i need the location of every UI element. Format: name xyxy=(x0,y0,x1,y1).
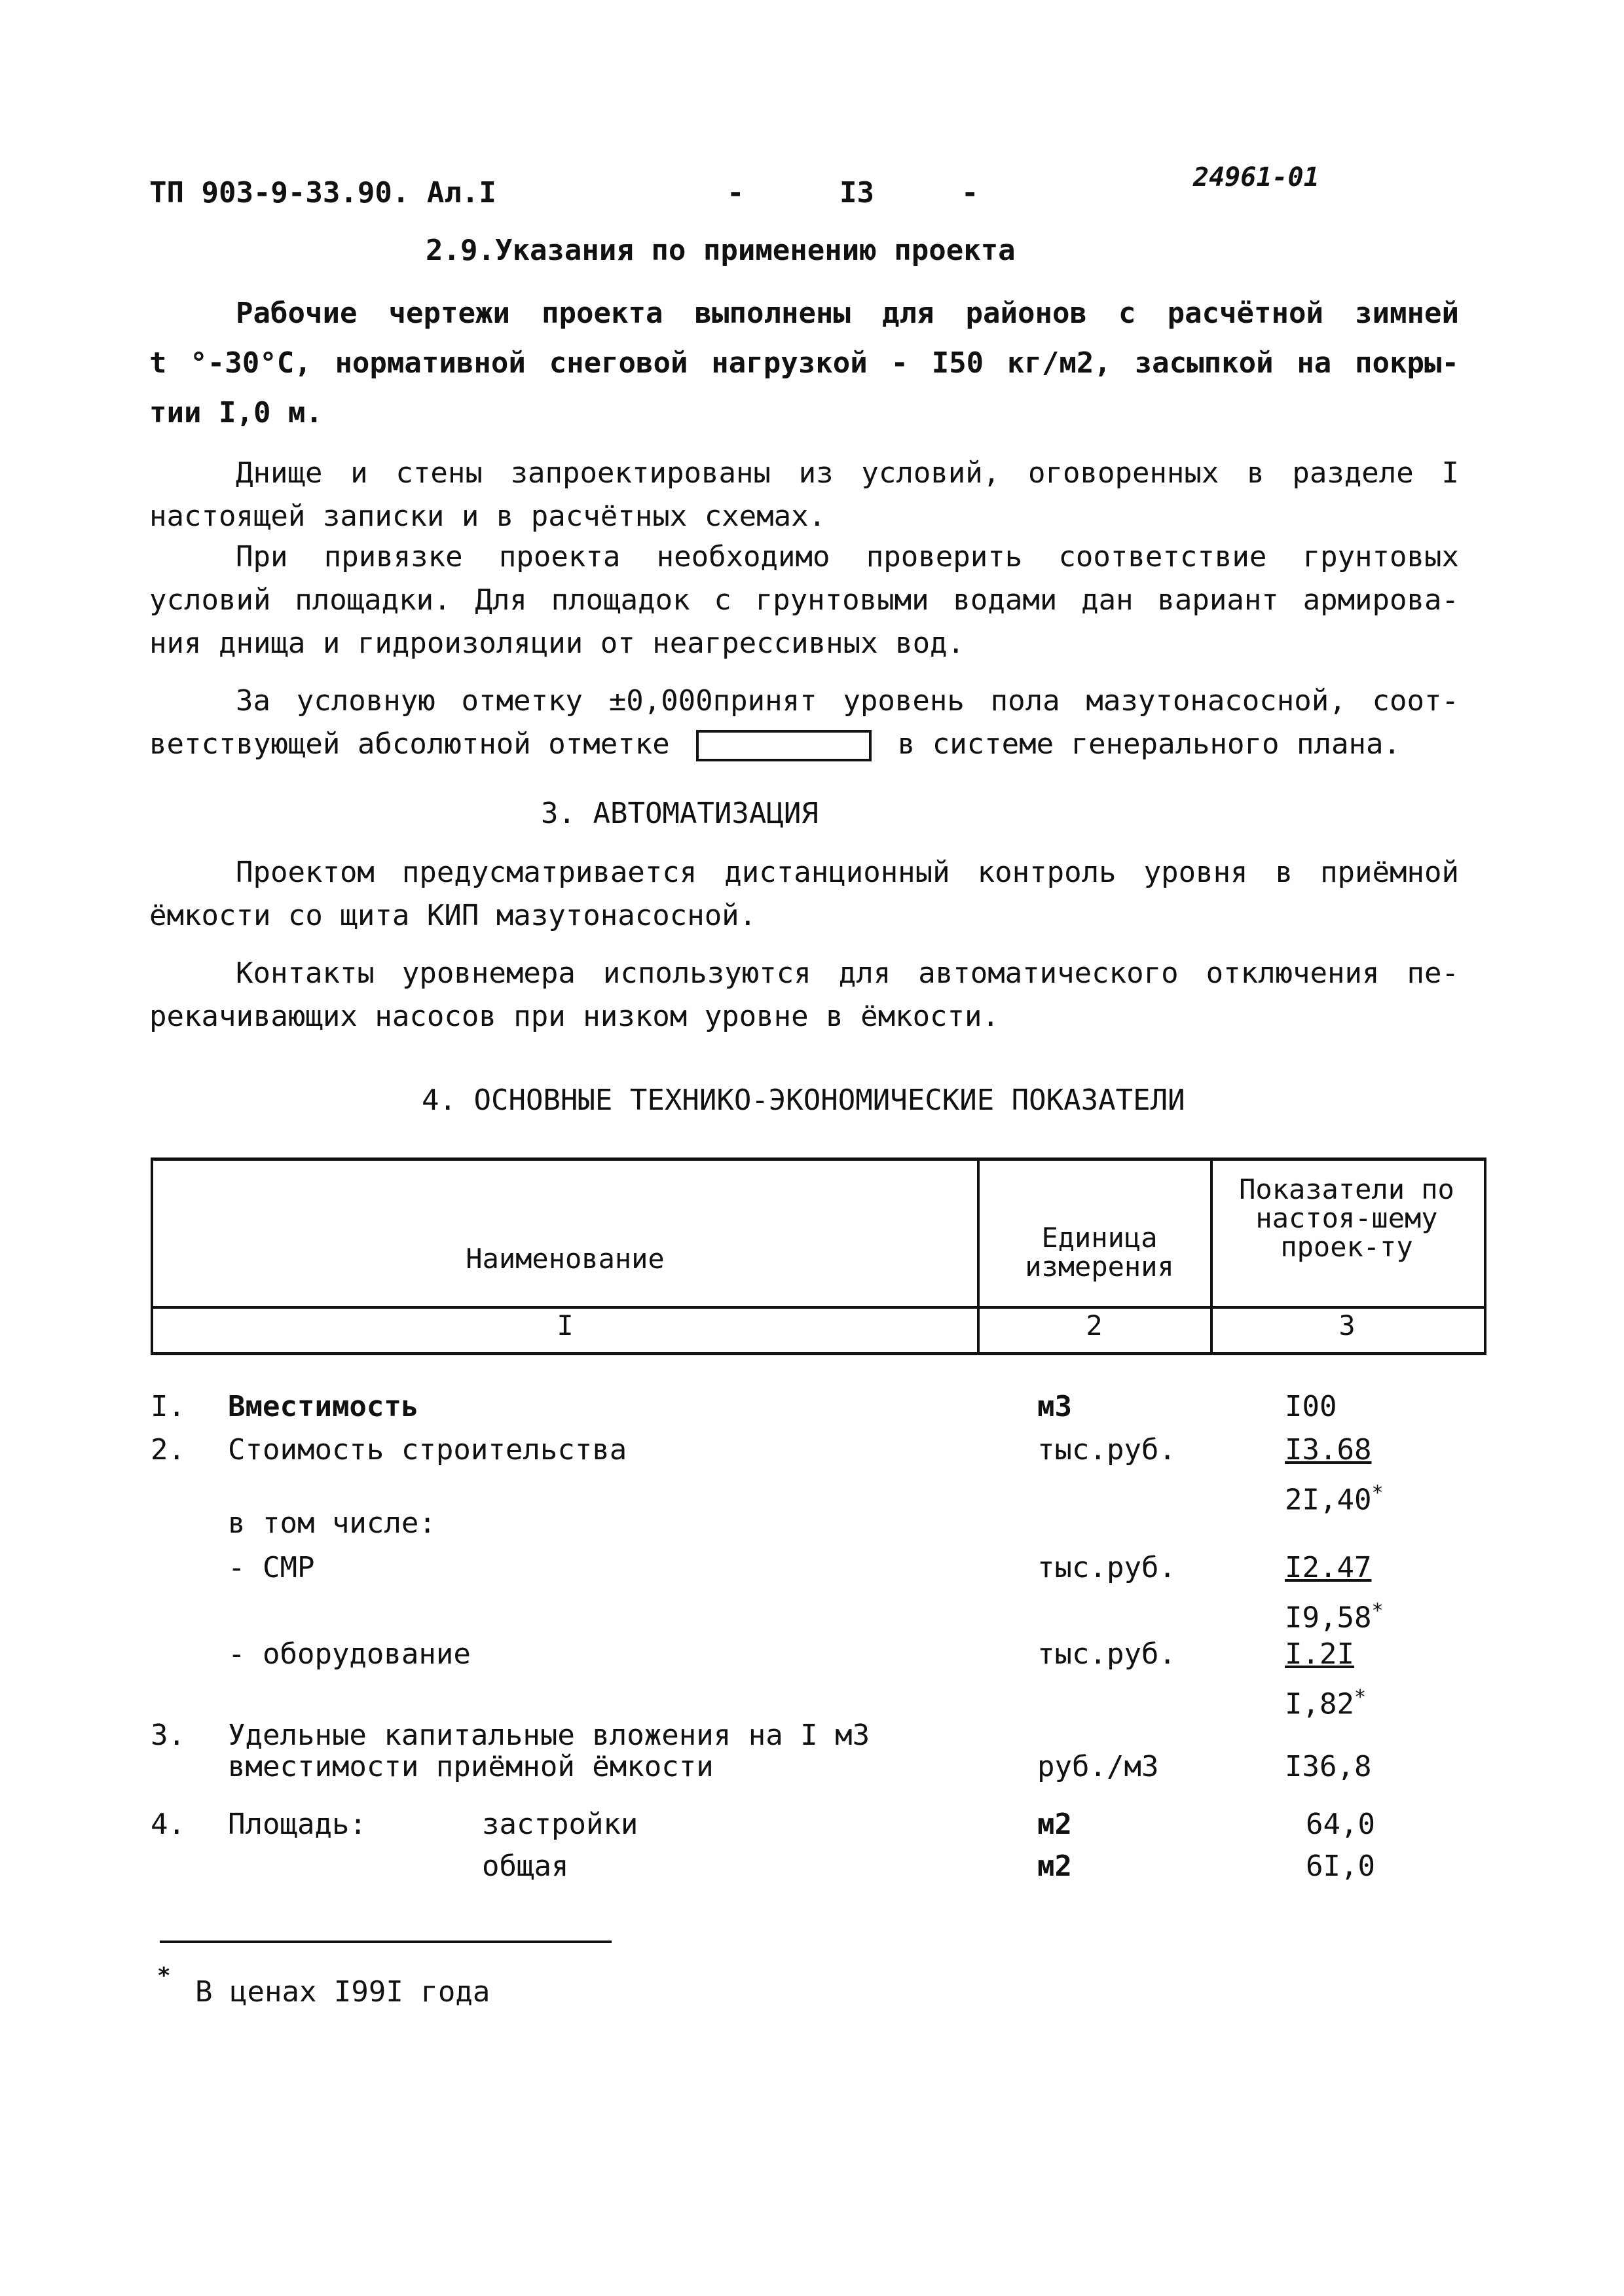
row-unit: тыс.руб. xyxy=(1037,1433,1176,1467)
row-value: I00 xyxy=(1285,1390,1337,1423)
row-number: 4. xyxy=(151,1808,185,1841)
column-number-2: 2 xyxy=(1086,1309,1103,1341)
elevation-blank-box xyxy=(696,730,872,761)
row-value-1991: I9,58* xyxy=(1285,1599,1384,1635)
row-name-continued: вместимости приёмной ёмкости xyxy=(228,1750,714,1783)
paragraph-line: Проектом предусматривается дистанционный контроль уровня в приёмной xyxy=(236,856,1459,889)
paragraph-line: Рабочие чертежи проекта выполнены для районов с расчётной зимней xyxy=(236,297,1459,330)
row-unit: м2 xyxy=(1037,1850,1072,1883)
row-subname: общая xyxy=(482,1850,569,1883)
paragraph-line: ёмкости со щита КИП мазутонасосной. xyxy=(149,899,757,932)
footnote-marker: * xyxy=(157,1963,171,1989)
column-header-value: Показатели по настоя-шему проек-ту xyxy=(1239,1173,1454,1263)
row-name: Стоимость строительства xyxy=(228,1433,627,1467)
row-name: Удельные капитальные вложения на I м3 xyxy=(228,1719,870,1752)
row-unit: м3 xyxy=(1037,1390,1072,1423)
column-number-3: 3 xyxy=(1338,1309,1356,1341)
paragraph-line: t °-30°С, нормативной снеговой нагрузкой - I50 кг/м2, засыпкой на покры- xyxy=(149,346,1459,380)
column-number-1: I xyxy=(557,1309,574,1341)
row-unit: м2 xyxy=(1037,1808,1072,1841)
section-2-9-title: 2.9.Указания по применению проекта xyxy=(426,234,1016,267)
row-name: Площадь: xyxy=(228,1808,367,1841)
row-unit: тыс.руб. xyxy=(1037,1551,1176,1584)
paragraph-line: Контакты уровнемера используются для автоматического отключения пе- xyxy=(236,957,1459,990)
header-dash-right: - xyxy=(961,176,979,210)
row-value-base: I2.47 xyxy=(1285,1551,1372,1584)
paragraph-line: За условную отметку ±0,000принят уровень пола мазутонасосной, соот- xyxy=(236,684,1459,718)
footnote-separator xyxy=(160,1941,612,1943)
column-header-unit: Единица измерения xyxy=(1025,1222,1174,1283)
section-4-title: 4. ОСНОВНЫЕ ТЕХНИКО-ЭКОНОМИЧЕСКИЕ ПОКАЗАТЕЛИ xyxy=(422,1084,1185,1117)
row-value-1991: I,82* xyxy=(1285,1686,1367,1721)
paragraph-text: ветствующей абсолютной отметке xyxy=(149,727,670,761)
row-number: 3. xyxy=(151,1719,185,1752)
paragraph-line: При привязке проекта необходимо проверить соответствие грунтовых xyxy=(236,540,1459,574)
row-value: I36,8 xyxy=(1285,1750,1372,1783)
column-header-name: Наименование xyxy=(466,1243,665,1275)
row-value: 6I,0 xyxy=(1306,1850,1375,1883)
row-unit: тыс.руб. xyxy=(1037,1637,1176,1671)
paragraph-line: настоящей записки и в расчётных схемах. xyxy=(149,500,826,533)
row-number: I. xyxy=(151,1390,185,1423)
paragraph-line: рекачивающих насосов при низком уровне в ёмкости. xyxy=(149,1000,1000,1033)
document-code: ТП 903-9-33.90. Ал.I xyxy=(149,176,496,210)
row-value: 64,0 xyxy=(1306,1808,1375,1841)
row-name: Вместимость xyxy=(228,1390,419,1423)
inventory-number: 24961-01 xyxy=(1193,162,1320,192)
header-dash-left: - xyxy=(727,176,745,210)
paragraph-line: Днище и стены запроектированы из условий, оговоренных в разделе I xyxy=(236,456,1459,490)
row-value-base: I3.68 xyxy=(1285,1433,1372,1467)
paragraph-line: ния днища и гидроизоляции от неагрессивных вод. xyxy=(149,627,965,660)
paragraph-text: в системе генерального плана. xyxy=(897,727,1401,761)
paragraph-line xyxy=(149,723,1401,766)
row-value-1991: 2I,40* xyxy=(1285,1482,1384,1517)
footnote-text: В ценах I99I года xyxy=(195,1975,490,2009)
row-subheading: в том числе: xyxy=(228,1506,436,1540)
row-number: 2. xyxy=(151,1433,185,1467)
page-number: I3 xyxy=(840,176,874,210)
row-value-base: I.2I xyxy=(1285,1637,1354,1671)
paragraph-line: тии I,0 м. xyxy=(149,396,323,429)
section-3-title: 3. АВТОМАТИЗАЦИЯ xyxy=(541,797,819,830)
row-name: - СМР xyxy=(228,1551,315,1584)
paragraph-line: условий площадки. Для площадок с грунтовыми водами дан вариант армирова- xyxy=(149,583,1459,617)
row-subname: застройки xyxy=(482,1808,638,1841)
row-name: - оборудование xyxy=(228,1637,471,1671)
row-unit: руб./м3 xyxy=(1037,1750,1159,1783)
indicators-table-header xyxy=(151,1157,1486,1355)
